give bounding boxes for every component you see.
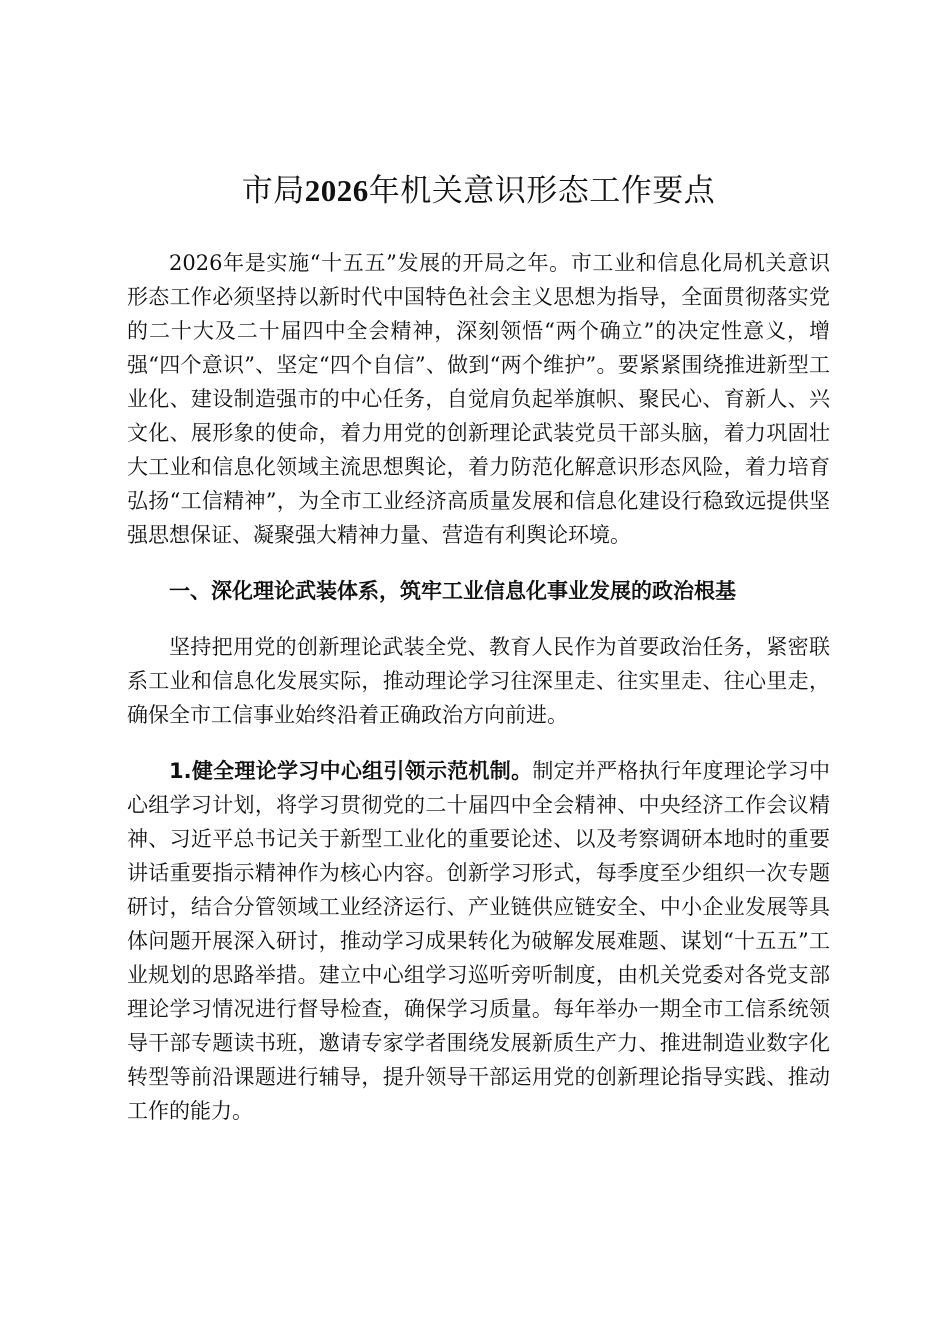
section-1-heading: 一、深化理论武装体系，筑牢工业信息化事业发展的政治根基 <box>169 579 736 603</box>
section-1-item-1 <box>127 754 830 1128</box>
title-prefix: 市局 <box>241 173 305 209</box>
title-year: 2026 <box>304 173 369 208</box>
title-suffix: 年机关意识形态工作要点 <box>368 173 716 209</box>
item-1-lead: 1.健全理论学习中心组引领示范机制。 <box>169 759 533 783</box>
document-body <box>127 166 830 1128</box>
intro-paragraph: 2026年是实施“十五五”发展的开局之年。市工业和信息化局机关意识形态工作必须坚持以新时代中国特色社会主义思想为指导，全面贯彻落实党的二十大及二十届四中全会精神，深刻领悟“两个确立”的决定性意义，增强“四个意识”、坚定“四个自信”、做到“两个维护”。要紧紧围绕推进新型工业化、建设制造强市的中心任务，自觉肩负起举旗帜、聚民心、育新人、兴文化、展形象的使命，着力用党的创新理论武装党员干部头脑，着力巩固壮大工业和信息化领域主流思想舆论，着力防范化解意识形态风险，着力培育弘扬“工信精神”，为全市工业经济高质量发展和信息化建设行稳致远提供坚强思想保证、凝聚强大精神力量、营造有利舆论环境。 <box>127 251 830 547</box>
section-1-paragraph: 坚持把用党的创新理论武装全党、教育人民作为首要政治任务，紧密联系工业和信息化发展实际，推动理论学习往深里走、往实里走、往心里走，确保全市工信事业始终沿着正确政治方向前进。 <box>127 635 830 727</box>
item-1-body: 制定并严格执行年度理论学习中心组学习计划，将学习贯彻党的二十届四中全会精神、中央经济工作会议精神、习近平总书记关于新型工业化的重要论述、以及考察调研本地时的重要讲话重要指示精神作为核心内容。创新学习形式，每季度至少组织一次专题研讨，结合分管领域工业经济运行、产业链供应链安全、中小企业发展等具体问题开展深入研讨，推动学习成果转化为破解发展难题、谋划“十五五”工业规划的思路举措。建立中心组学习巡听旁听制度，由机关党委对各党支部理论学习情况进行督导检查，确保学习质量。每年举办一期全市工信系统领导干部专题读书班，邀请专家学者围绕发展新质生产力、推进制造业数字化转型等前沿课题进行辅导，提升领导干部运用党的创新理论指导实践、推动工作的能力。 <box>127 759 831 1123</box>
document-title <box>127 166 830 216</box>
